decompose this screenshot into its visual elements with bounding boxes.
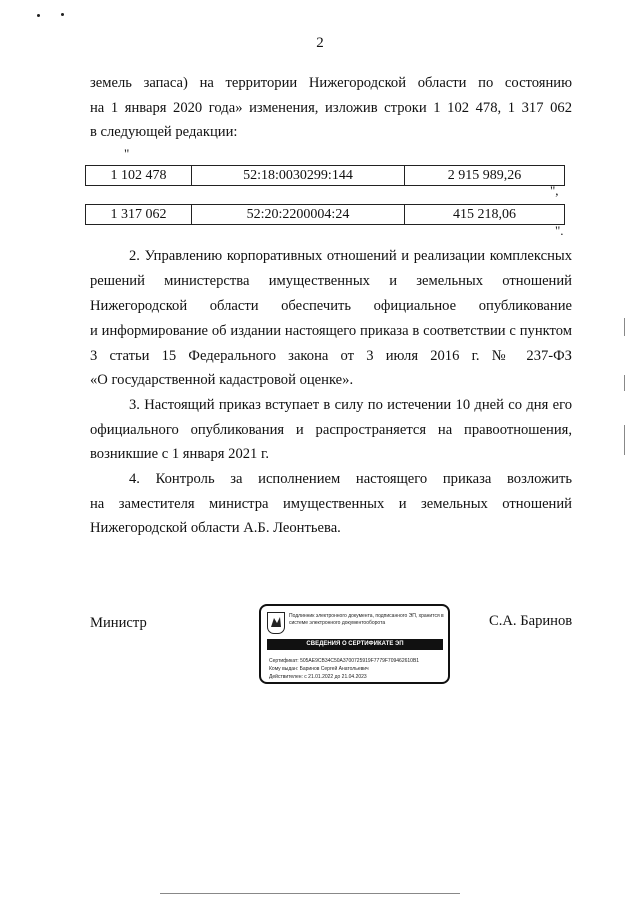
scan-mark <box>61 13 64 16</box>
table-cell-cadastral-value: 415 218,06 <box>405 205 565 225</box>
table-cell-row-number: 1 102 478 <box>86 166 192 186</box>
scan-edge-mark <box>624 375 625 391</box>
table-cell-cadastral-number: 52:20:2200004:24 <box>192 205 405 225</box>
intro-line: на 1 января 2020 года» изменения, изложив строки 1 102 478, 1 317 062 <box>90 100 572 116</box>
stamp-valid: Действителен: с 21.01.2022 до 21.04.2023 <box>269 674 367 680</box>
quote-close: ", <box>550 183 559 198</box>
electronic-signature-stamp <box>259 604 450 684</box>
para4-line: 4. Контроль за исполнением настоящего приказа возложить <box>129 471 572 487</box>
stamp-banner: СВЕДЕНИЯ О СЕРТИФИКАТЕ ЭП <box>267 639 443 650</box>
para2-line: «О государственной кадастровой оценке». <box>90 372 354 388</box>
intro-line: земель запаса) на территории Нижегородской области по состоянию <box>90 75 572 91</box>
table-cell-row-number: 1 317 062 <box>86 205 192 225</box>
page-number: 2 <box>316 35 324 51</box>
signatory-title: Министр <box>90 615 147 631</box>
stamp-certificate: Сертификат: 505AE9CB34C50A3700725919F7779F709462610B1 <box>269 658 420 664</box>
stamp-note: Подлинник электронного документа, подписанного ЭП, хранится в системе электронного документооборота <box>289 613 444 626</box>
table-row <box>85 204 565 225</box>
scan-edge-mark <box>624 425 625 455</box>
para4-line: на заместителя министра имущественных и земельных отношений <box>90 496 572 512</box>
para2-line: и информирование об издании настоящего приказа в соответствии с пунктом <box>90 323 572 339</box>
para3-line: 3. Настоящий приказ вступает в силу по истечении 10 дней со дня его <box>129 397 572 413</box>
quote-open: " <box>124 146 130 161</box>
para3-line: возникшие с 1 января 2021 г. <box>90 446 269 462</box>
para2-line: 2. Управлению корпоративных отношений и реализации комплексных <box>129 248 572 264</box>
para2-line: Нижегородской области обеспечить официальное опубликование <box>90 298 572 314</box>
para2-line: решений министерства имущественных и земельных отношений <box>90 273 572 289</box>
scan-edge-mark <box>624 318 625 336</box>
para3-line: официального опубликования и распространяется на правоотношения, <box>90 422 572 438</box>
signatory-name: С.А. Баринов <box>489 613 573 629</box>
quote-close: ". <box>555 223 564 238</box>
para2-line: 3 статьи 15 Федерального закона от 3 июля 2016 г. № 237-ФЗ <box>90 348 572 364</box>
stamp-issued-to: Кому выдан: Баринов Сергей Анатольевич <box>269 666 369 672</box>
table-cell-cadastral-number: 52:18:0030299:144 <box>192 166 405 186</box>
table-cell-cadastral-value: 2 915 989,26 <box>405 166 565 186</box>
scan-edge-mark <box>160 893 460 894</box>
coat-of-arms-icon <box>267 612 285 634</box>
intro-line: в следующей редакции: <box>90 124 238 140</box>
para4-line: Нижегородской области А.Б. Леонтьева. <box>90 520 341 536</box>
table-row <box>85 165 565 186</box>
scan-mark <box>37 14 40 17</box>
